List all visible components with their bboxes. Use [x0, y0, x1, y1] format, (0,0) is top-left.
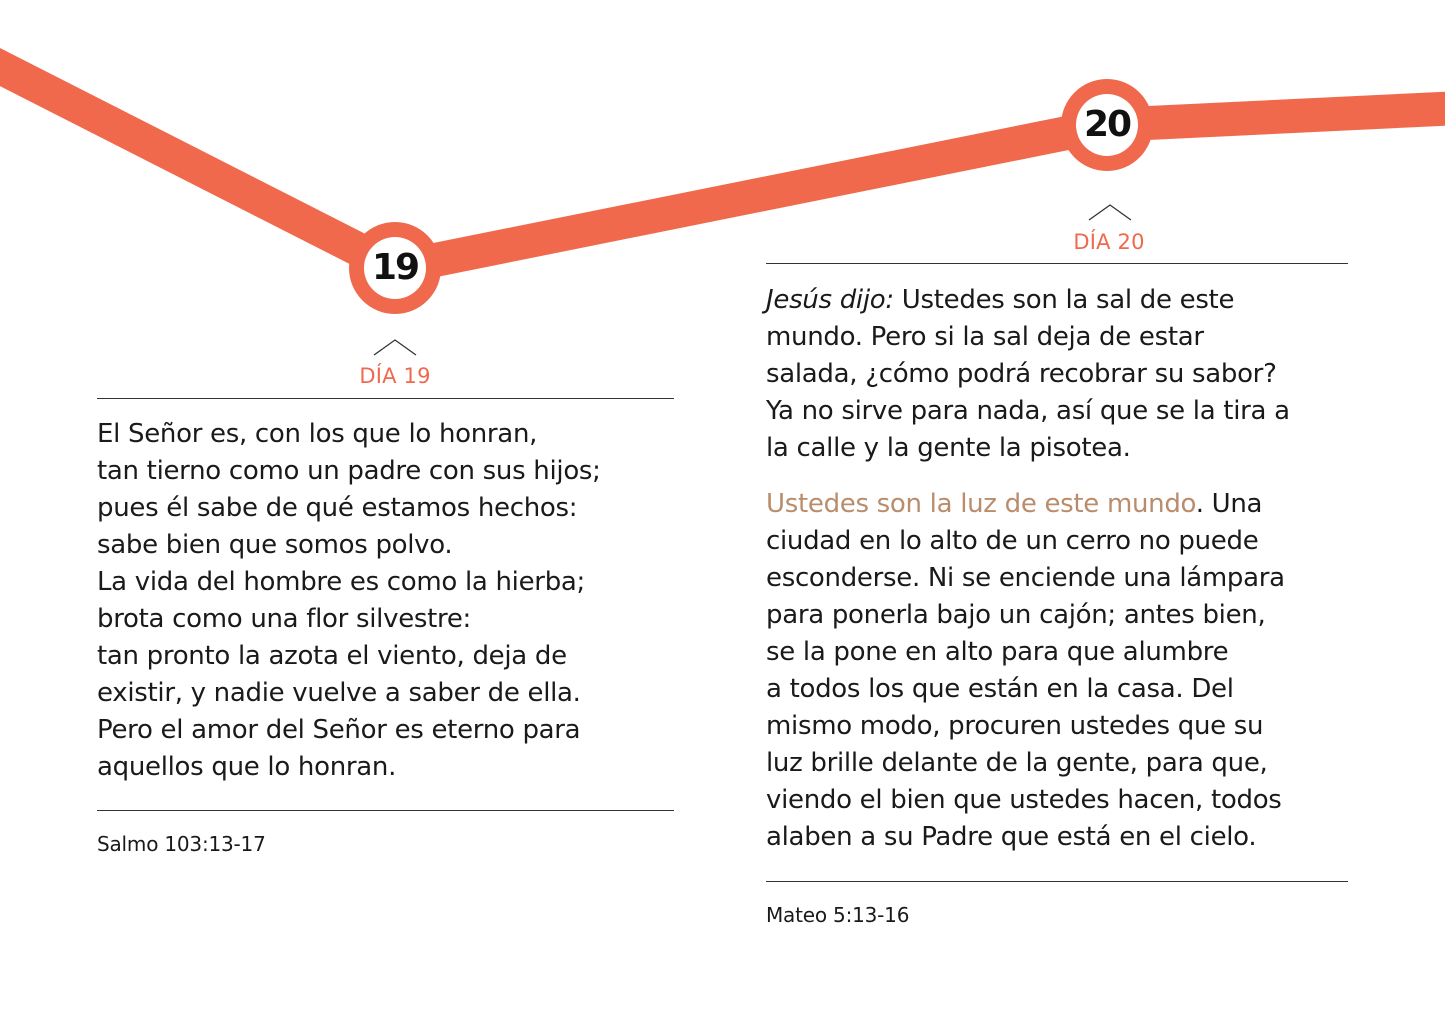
intro-italic: Jesús dijo:	[766, 285, 894, 315]
day19-top-divider	[97, 398, 674, 399]
verse-line: aquellos que lo honran.	[97, 752, 397, 782]
day19-label: DÍA 19	[359, 364, 431, 388]
highlight-phrase: Ustedes son la luz de este mundo	[766, 489, 1196, 519]
passage-line: a todos los que están en la casa. Del	[766, 674, 1234, 704]
verse-line: El Señor es, con los que lo honran,	[97, 419, 538, 449]
verse-line: La vida del hombre es como la hierba;	[97, 567, 585, 597]
passage-line: se la pone en alto para que alumbre	[766, 637, 1229, 667]
passage-line	[766, 282, 1290, 319]
passage-line: salada, ¿cómo podrá recobrar su sabor?	[766, 359, 1277, 389]
verse-line: tan pronto la azota el viento, deja de	[97, 641, 567, 671]
day20-top-divider	[766, 263, 1348, 264]
day20-badge-number: 20	[1083, 104, 1131, 145]
verse-line: brota como una flor silvestre:	[97, 604, 472, 634]
journey-line	[0, 62, 1445, 268]
passage-line: alaben a su Padre que está en el cielo.	[766, 822, 1257, 852]
passage-line: la calle y la gente la pisotea.	[766, 433, 1131, 463]
day20-label: DÍA 20	[1073, 230, 1145, 254]
verse-line: Pero el amor del Señor es eterno para	[97, 715, 581, 745]
day20-reference: Mateo 5:13-16	[766, 903, 910, 927]
day19-verse	[97, 416, 601, 786]
passage-line: para ponerla bajo un cajón; antes bien,	[766, 600, 1266, 630]
passage-line: ciudad en lo alto de un cerro no puede	[766, 526, 1259, 556]
caret-up-icon	[373, 338, 417, 356]
passage-line: mismo modo, procuren ustedes que su	[766, 711, 1264, 741]
passage-text: Ustedes son la sal de este	[893, 285, 1235, 315]
passage-line: viendo el bien que ustedes hacen, todos	[766, 785, 1282, 815]
verse-line: sabe bien que somos polvo.	[97, 530, 453, 560]
passage-line: luz brille delante de la gente, para que,	[766, 748, 1268, 778]
passage-line: mundo. Pero si la sal deja de estar	[766, 322, 1204, 352]
verse-line: pues él sabe de qué estamos hechos:	[97, 493, 578, 523]
day20-passage	[766, 282, 1290, 856]
day20-bottom-divider	[766, 881, 1348, 882]
verse-line: tan tierno como un padre con sus hijos;	[97, 456, 601, 486]
passage-line	[766, 486, 1290, 523]
passage-line: esconderse. Ni se enciende una lámpara	[766, 563, 1285, 593]
day19-reference: Salmo 103:13-17	[97, 832, 266, 856]
passage-line: Ya no sirve para nada, así que se la tira a	[766, 396, 1290, 426]
day19-badge-number: 19	[371, 247, 419, 288]
verse-line: existir, y nadie vuelve a saber de ella.	[97, 678, 581, 708]
caret-up-icon	[1088, 203, 1132, 221]
day19-bottom-divider	[97, 810, 674, 811]
day20-paragraph-2	[766, 486, 1290, 856]
passage-text: . Una	[1195, 489, 1263, 519]
day20-paragraph-1	[766, 282, 1290, 467]
